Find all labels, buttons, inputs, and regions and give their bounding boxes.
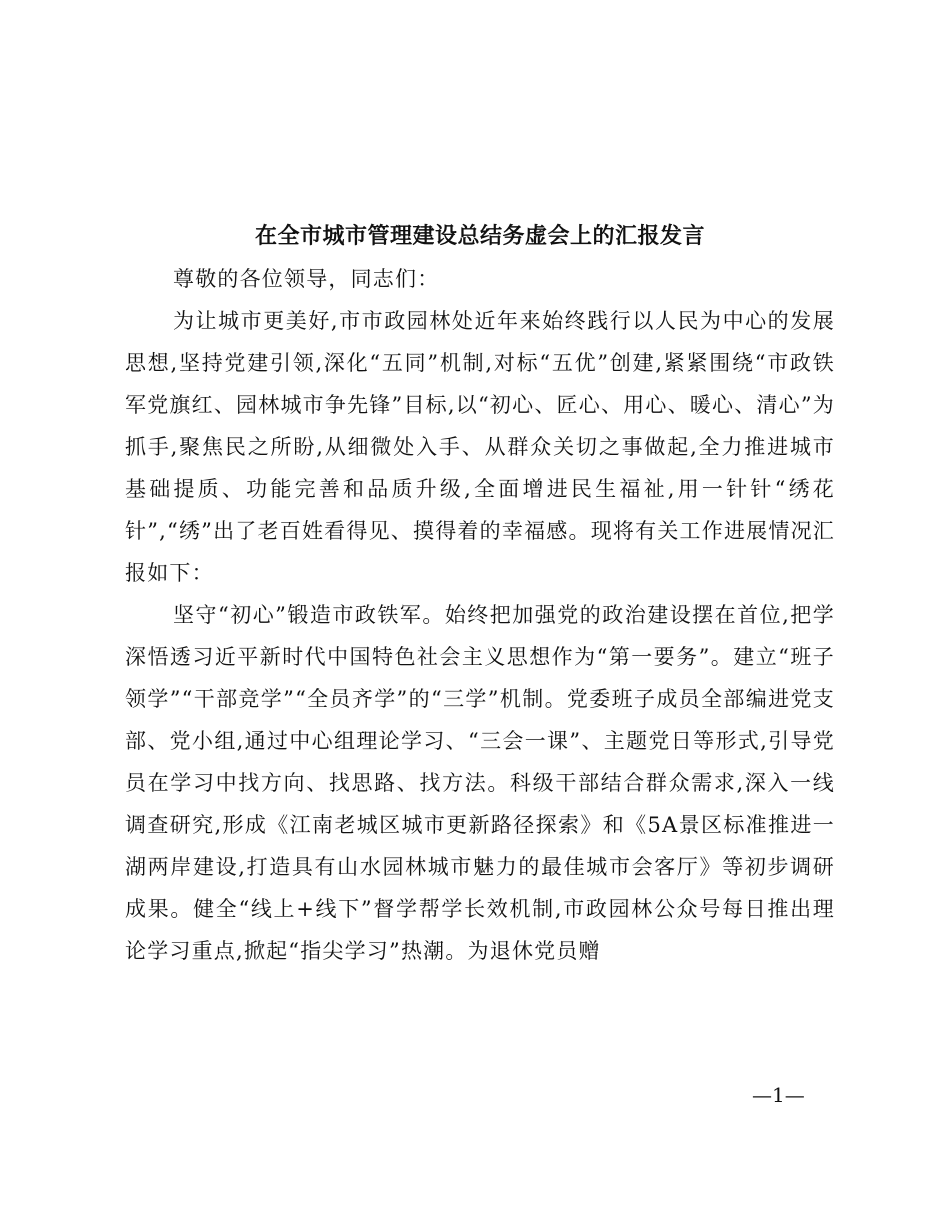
document-title: 在全市城市管理建设总结务虚会上的汇报发言 bbox=[254, 223, 705, 249]
paragraph-initial-heart: 坚守“初心”锻造市政铁军。始终把加强党的政治建设摆在首位,把学深悟透习近平新时代中国特色社会主义思想作为“第一要务”。建立“班子领学”“干部竞学”“全员齐学”的“三学”机制。党委班子成员全部编进党支部、党小组,通过中心组理论学习、“三会一课”、主题党日等形式,引导党员在学习中找方向、找思路、找方法。科级干部结合群众需求,深入一线调查研究,形成《江南老城区城市更新路径探索》和《5A景区标准推进一湖两岸建设,打造具有山水园林城市魅力的最佳城市会客厅》等初步调研成果。健全“线上+线下”督学帮学长效机制,市政园林公众号每日推出理论学习重点,掀起“指尖学习”热潮。为退休党员赠 bbox=[125, 603, 835, 963]
salutation: 尊敬的各位领导，同志们： bbox=[173, 267, 440, 291]
paragraph-intro: 为让城市更美好,市市政园林处近年来始终践行以人民为中心的发展思想,坚持党建引领,深化“五同”机制,对标“五优”创建,紧紧围绕“市政铁军党旗红、园林城市争先锋”目标,以“初心、匠心、用心、暖心、清心”为抓手,聚焦民之所盼,从细微处入手、从群众关切之事做起,全力推进城市基础提质、功能完善和品质升级,全面增进民生福祉,用一针针“绣花针”,“绣”出了老百姓看得见、摸得着的幸福感。现将有关工作进展情况汇报如下： bbox=[125, 309, 835, 585]
page-number: —1— bbox=[752, 1083, 805, 1107]
document-body bbox=[125, 258, 835, 972]
